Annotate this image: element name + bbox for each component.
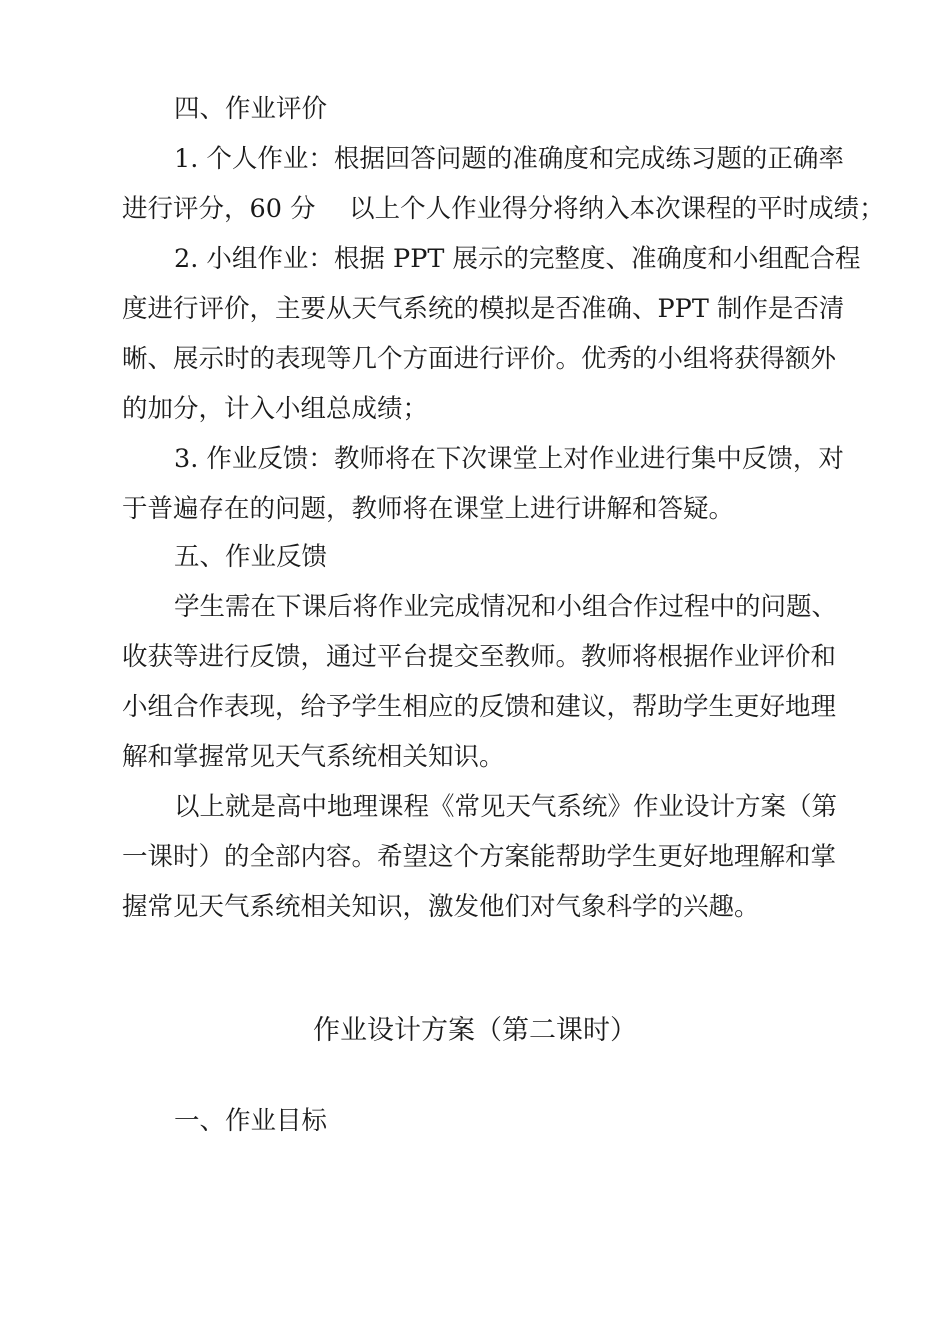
paragraph-line: 收获等进行反馈，通过平台提交至教师。教师将根据作业评价和 (122, 642, 837, 672)
paragraph-line: 晰、展示时的表现等几个方面进行评价。优秀的小组将获得额外 (122, 344, 837, 374)
paragraph-line: 一课时）的全部内容。希望这个方案能帮助学生更好地理解和掌 (122, 842, 837, 872)
paragraph-line: 以上就是高中地理课程《常见天气系统》作业设计方案（第 (174, 792, 838, 822)
paragraph-line: 2. 小组作业：根据 PPT 展示的完整度、准确度和小组配合程 (174, 244, 861, 274)
paragraph-line: 于普遍存在的问题，教师将在课堂上进行讲解和答疑。 (122, 494, 735, 524)
paragraph-line: 小组合作表现，给予学生相应的反馈和建议，帮助学生更好地理 (122, 692, 837, 722)
paragraph-line: 3. 作业反馈：教师将在下次课堂上对作业进行集中反馈，对 (174, 444, 844, 474)
paragraph-line: 学生需在下课后将作业完成情况和小组合作过程中的问题、 (174, 592, 838, 622)
section-heading-evaluation: 四、作业评价 (174, 94, 328, 124)
paragraph-line: 握常见天气系统相关知识，激发他们对气象科学的兴趣。 (122, 892, 760, 922)
paragraph-line: 解和掌握常见天气系统相关知识。 (122, 742, 505, 772)
paragraph-line: 进行评分，60 分 以上个人作业得分将纳入本次课程的平时成绩； (122, 194, 885, 224)
paragraph-line: 的加分，计入小组总成绩； (122, 394, 429, 424)
paragraph-line: 1. 个人作业：根据回答问题的准确度和完成练习题的正确率 (174, 144, 844, 174)
paragraph-line: 度进行评价，主要从天气系统的模拟是否准确、PPT 制作是否清 (122, 294, 845, 324)
section-heading-objectives: 一、作业目标 (174, 1106, 328, 1136)
document-title: 作业设计方案（第二课时） (313, 1015, 637, 1046)
section-heading-feedback: 五、作业反馈 (174, 542, 328, 572)
